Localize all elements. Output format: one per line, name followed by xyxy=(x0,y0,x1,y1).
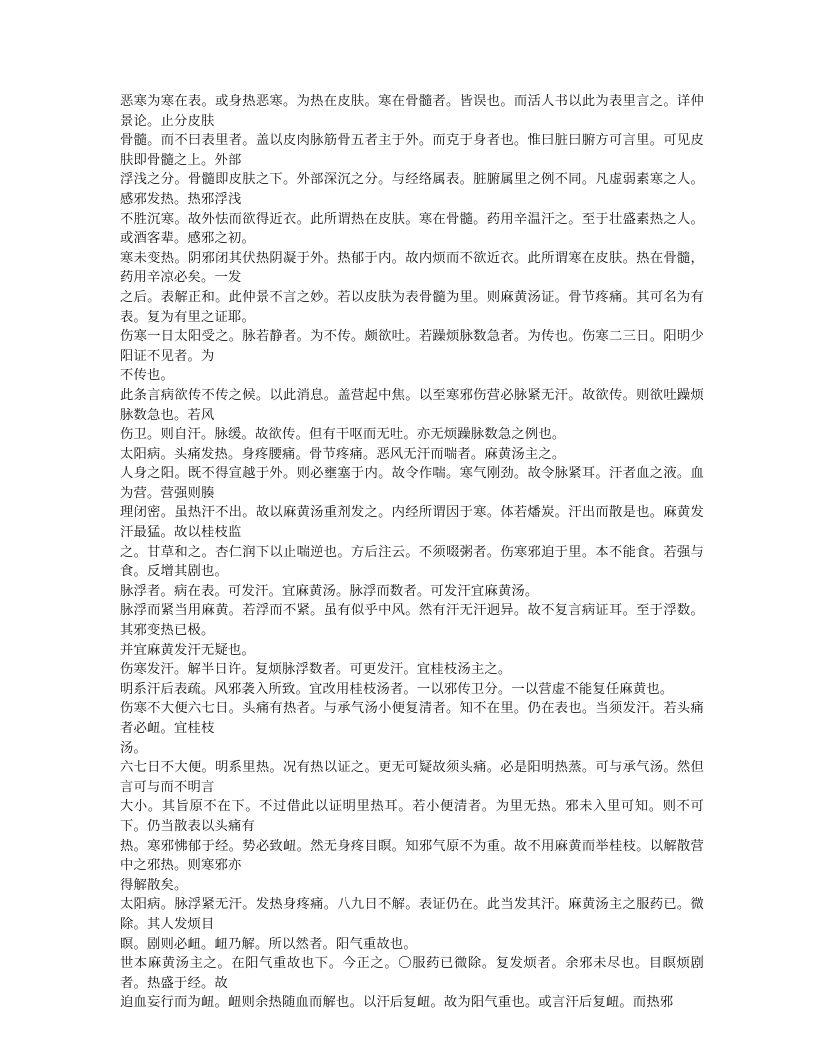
text-line: 寒未变热。阴邪闭其伏热阴凝于外。热郁于内。故内烦而不欲近衣。此所谓寒在皮肤。热在骨髓，药用辛凉必矣。一发 xyxy=(120,250,704,286)
text-line: 世本麻黄汤主之。在阳气重故也下。今正之。〇服药已微除。复发烦者。余邪未尽也。目瞑烦剧者。热盛于经。故 xyxy=(120,956,704,991)
text-line: 不胜沉寒。故外怯而欲得近衣。此所谓热在皮肤。寒在骨髓。药用辛温汗之。至于壮盛素热之人。或酒客辈。感邪之初。 xyxy=(120,211,704,247)
text-line: 太阳病。脉浮紧无汗。发热身疼痛。八九日不解。表证仍在。此当发其汗。麻黄汤主之服药已。微除。其人发烦目 xyxy=(120,897,704,932)
text-line: 伤卫。则自汗。脉缓。故欲传。但有干呕而无吐。亦无烦躁脉数急之例也。 xyxy=(120,427,566,443)
text-line: 脉浮者。病在表。可发汗。宜麻黄汤。脉浮而数者。可发汗宜麻黄汤。 xyxy=(120,583,539,599)
text-line: 太阳病。头痛发热。身疼腰痛。骨节疼痛。恶风无汗而喘者。麻黄汤主之。 xyxy=(120,446,566,462)
text-line: 伤寒不大便六七日。头痛有热者。与承气汤小便复清者。知不在里。仍在表也。当须发汗。若头痛者必衄。宜桂枝 xyxy=(120,701,704,736)
text-line: 脉浮而紧当用麻黄。若浮而不紧。虽有似乎中风。然有汗无汗迥异。故不复言病证耳。至于浮数。其邪变热已极。 xyxy=(120,603,704,639)
text-line: 并宜麻黄发汗无疑也。 xyxy=(120,642,255,658)
text-line: 伤寒发汗。解半日许。复烦脉浮数者。可更发汗。宜桂枝汤主之。 xyxy=(120,662,512,678)
text-line: 伤寒一日太阳受之。脉若静者。为不传。颇欲吐。若躁烦脉数急者。为传也。伤寒二三日。阳明少阳证不见者。为 xyxy=(120,329,704,364)
text-line: 大小。其旨原不在下。不过借此以证明里热耳。若小便清者。为里无热。邪未入里可知。则不可下。仍当散表以头痛有 xyxy=(120,799,704,834)
text-line: 恶寒为寒在表。或身热恶寒。为热在皮肤。寒在骨髓者。皆误也。而活人书以此为表里言之。详仲景论。止分皮肤 xyxy=(120,94,704,129)
text-line: 热。寒邪怫郁于经。势必致衄。然无身疼目瞑。知邪气原不为重。故不用麻黄而举桂枝。以解散营中之邪热。则寒邪亦 xyxy=(120,838,704,874)
text-line: 理闭密。虽热汗不出。故以麻黄汤重剂发之。内经所谓因于寒。体若燔炭。汗出而散是也。麻黄发汗最猛。故以桂枝监 xyxy=(120,505,704,541)
text-line: 骨髓。而不曰表里者。盖以皮肉脉筋骨五者主于外。而克于身者也。惟曰脏曰腑方可言里。可见皮肤即骨髓之上。外部 xyxy=(120,133,704,168)
text-line: 迫血妄行而为衄。衄则余热随血而解也。以汗后复衄。故为阳气重也。或言汗后复衄。而热邪 xyxy=(120,995,674,1011)
text-line: 之。甘草和之。杏仁润下以止喘逆也。方后注云。不须啜粥者。伤寒邪迫于里。本不能食。若强与食。反增其剧也。 xyxy=(120,544,704,580)
text-line: 之后。表解正和。此仲景不言之妙。若以皮肤为表骨髓为里。则麻黄汤证。骨节疼痛。其可名为有表。复为有里之证耶。 xyxy=(120,289,704,325)
text-line: 汤。 xyxy=(120,740,147,756)
text-line: 瞑。剧则必衄。衄乃解。所以然者。阳气重故也。 xyxy=(120,936,417,952)
text-line: 明系汗后表疏。风邪袭入所致。宜改用桂枝汤者。一以邪传卫分。一以营虚不能复任麻黄也。 xyxy=(120,681,674,697)
text-line: 不传也。 xyxy=(120,368,174,384)
text-line: 人身之阳。既不得宣越于外。则必壅塞于内。故令作喘。寒气刚劲。故令脉紧耳。汗者血之液。血为营。营强则腠 xyxy=(120,466,704,501)
text-line: 六七日不大便。明系里热。况有热以证之。更无可疑故须头痛。必是阳明热蒸。可与承气汤。然但言可与而不明言 xyxy=(120,760,704,795)
text-line: 浮浅之分。骨髓即皮肤之下。外部深沉之分。与经络属表。脏腑属里之例不同。凡虚弱素寒之人。感邪发热。热邪浮浅 xyxy=(120,172,704,207)
text-line: 得解散矣。 xyxy=(120,877,188,893)
text-line: 此条言病欲传不传之候。以此消息。盖营起中焦。以至寒邪伤营必脉紧无汗。故欲传。则欲吐躁烦脉数急也。若风 xyxy=(120,387,704,423)
document-body xyxy=(120,92,704,1013)
